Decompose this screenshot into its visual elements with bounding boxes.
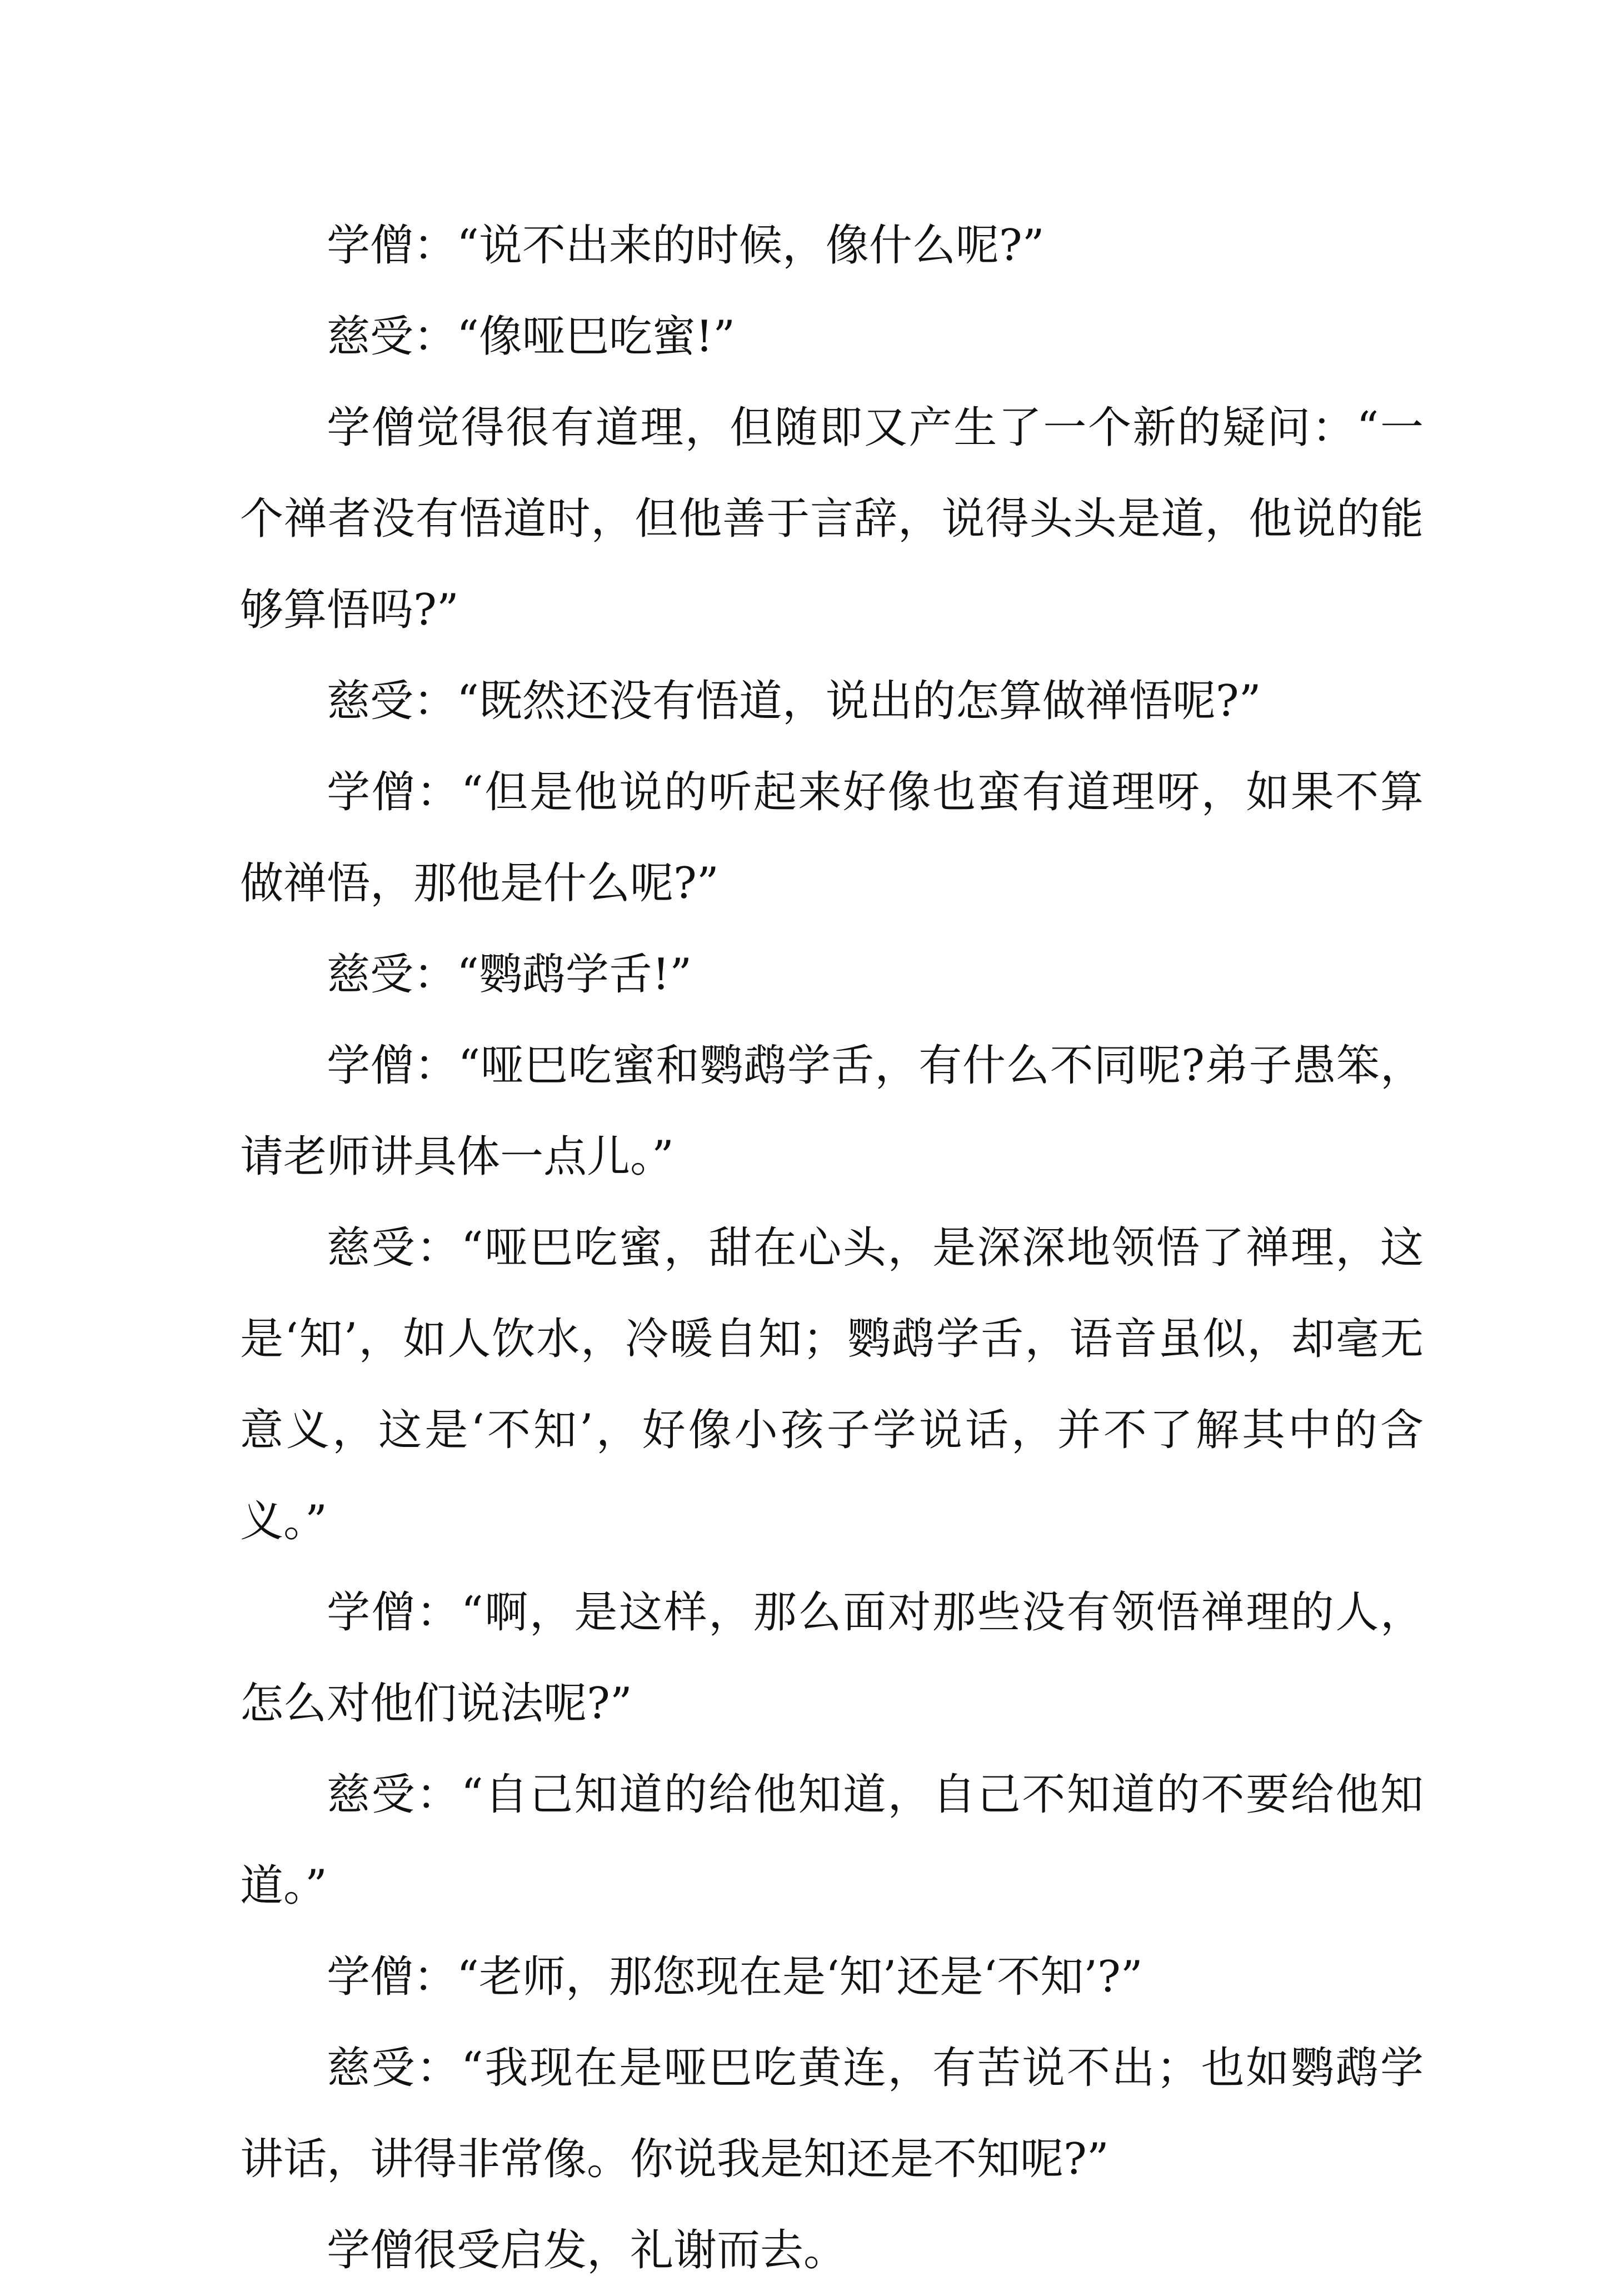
- paragraph: 学僧觉得很有道理，但随即又产生了一个新的疑问：“一个禅者没有悟道时，但他善于言辞，说得头头是道，他说的能够算悟吗?”: [240, 403, 1424, 635]
- paragraph: 学僧：“啊，是这样，那么面对那些没有领悟禅理的人，怎么对他们说法呢?”: [240, 1588, 1424, 1729]
- dialogue-text: [240, 200, 1424, 2296]
- paragraph: 学僧：“说不出来的时候，像什么呢?”: [327, 221, 1045, 271]
- paragraph: 学僧：“老师，那您现在是‘知’还是‘不知’?”: [327, 1952, 1143, 2002]
- paragraph: 学僧很受启发，礼谢而去。: [327, 2225, 847, 2275]
- paragraph: 慈受：“自己知道的给他知道，自己不知道的不要给他知道。”: [240, 1770, 1424, 1911]
- paragraph: 慈受：“既然还没有悟道，说出的怎算做禅悟呢?”: [327, 676, 1261, 726]
- paragraph: 慈受：“哑巴吃蜜，甜在心头，是深深地领悟了禅理，这是‘知’，如人饮水，冷暖自知；鹦鹉学舌，语音虽似，却毫无意义，这是‘不知’，好像小孩子学说话，并不了解其中的含义。”: [240, 1223, 1424, 1546]
- paragraph: 慈受：“我现在是哑巴吃黄连，有苦说不出；也如鹦鹉学讲话，讲得非常像。你说我是知还是不知呢?”: [240, 2043, 1424, 2184]
- paragraph: 慈受：“鹦鹉学舌!”: [327, 950, 692, 1000]
- paragraph: 学僧：“哑巴吃蜜和鹦鹉学舌，有什么不同呢?弟子愚笨，请老师讲具体一点儿。”: [240, 1041, 1424, 1182]
- paragraph: 慈受：“像哑巴吃蜜!”: [327, 312, 736, 362]
- paragraph: 学僧：“但是他说的听起来好像也蛮有道理呀，如果不算做禅悟，那他是什么呢?”: [240, 767, 1424, 909]
